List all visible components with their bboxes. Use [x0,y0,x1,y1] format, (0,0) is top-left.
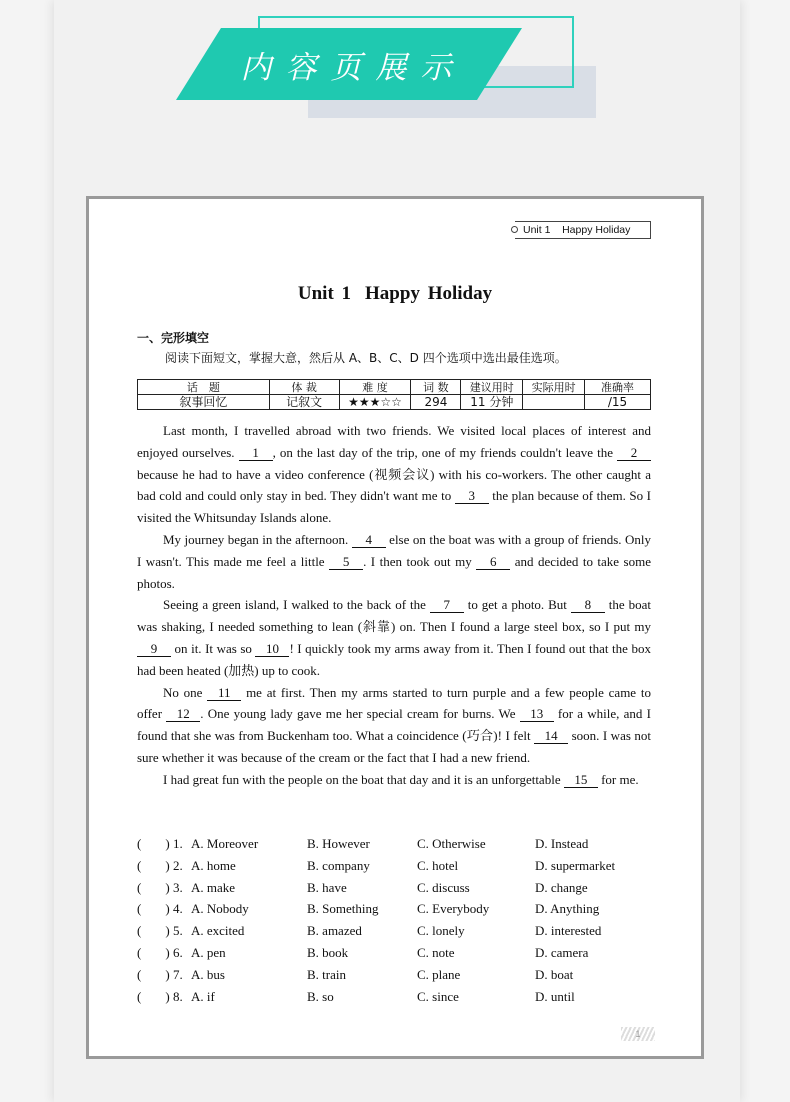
info-table [137,379,651,410]
option-a: A. Nobody [191,901,249,917]
bracket-close: ) [165,966,170,982]
value-cell: 11 分钟 [461,395,523,410]
info-table-header-row [138,380,651,395]
answer-blank: 8 [571,597,605,613]
question-number: 8. [173,988,183,1004]
question-option-row [137,942,651,964]
option-c: C. Everybody [417,901,490,917]
option-a: A. pen [191,944,226,960]
bullet-dot-icon [511,226,518,233]
header-cell: 话 题 [138,380,270,395]
answer-bracket[interactable] [137,920,173,942]
title-name: Happy Holiday [365,283,493,304]
answer-blank: 14 [534,728,568,744]
answer-blank: 10 [255,641,289,657]
option-b: B. amazed [307,923,362,939]
passage [137,420,651,791]
passage-text: Seeing a green island, I walked to the back of the [163,597,430,613]
question-number: 2. [173,857,183,873]
option-c: C. discuss [417,879,470,895]
question-number: 3. [173,879,183,895]
answer-blank: 5 [329,554,363,570]
bracket-close: ) [165,944,170,960]
answer-bracket[interactable] [137,942,173,964]
question-option-row [137,855,651,877]
passage-text: else on the boat was with a group of friends. Only I wasn't. This made me feel a little [137,531,651,569]
answer-blank: 12 [166,706,200,722]
option-d: D. Instead [535,836,589,851]
value-cell [523,395,585,410]
question-option-row [137,898,651,920]
bracket-open: ( [137,901,142,917]
option-d: D. change [535,879,588,895]
value-cell: 叙事回忆 [138,395,270,410]
header-cell: 难 度 [339,380,411,395]
answer-bracket[interactable] [137,877,173,899]
passage-text: No one [163,684,208,700]
question-number: 5. [173,923,183,939]
bracket-open: ( [137,879,142,895]
option-c: C. since [417,988,459,1004]
section-heading: 一、完形填空 [137,331,210,345]
option-a: A. bus [191,966,225,982]
question-option-row [137,833,651,855]
option-b: B. However [307,836,370,851]
value-cell: 记叙文 [269,395,339,410]
passage-text: Last month, I travelled abroad with two friends. We visited local places of interest and enjoyed ourselves. [137,423,651,460]
option-d: D. supermarket [535,857,616,873]
passage-text: , on the last day of the trip, one of my friends couldn't leave the [272,444,617,460]
answer-blank: 2 [617,445,651,461]
answer-bracket[interactable] [137,986,173,1008]
bracket-open: ( [137,944,142,960]
bracket-close: ) [165,988,170,1004]
option-a: A. home [191,857,236,873]
option-a: A. Moreover [191,836,259,851]
header-cell: 实际用时 [523,380,585,395]
passage-text: and decided to take some photos. [137,553,651,591]
value-cell: ★★★☆☆ [339,395,411,410]
bracket-close: ) [165,879,170,895]
answer-blank: 11 [207,685,241,701]
header-tag-text: Unit 1 Happy Holiday [523,224,631,236]
passage-paragraph [137,769,651,791]
bracket-open: ( [137,857,142,873]
answer-blank: 15 [564,772,598,788]
passage-text: . I then took out my [363,553,477,569]
passage-paragraph [137,420,651,529]
answer-blank: 7 [430,597,464,613]
page-number: 1 [621,1027,655,1041]
option-a: A. make [191,879,236,895]
question-number: 1. [173,836,183,851]
passage-text: to get a photo. But [463,597,571,613]
option-a: A. if [191,988,215,1004]
passage-paragraph [137,594,651,681]
answer-bracket[interactable] [137,833,173,855]
option-b: B. Something [307,901,379,917]
value-cell: /15 [585,395,651,410]
unit-header-tag [515,221,651,239]
option-b: B. company [307,857,370,873]
passage-text: soon. I was not sure whether it was because of the cream or the fact that I had a new friend. [137,728,652,765]
bracket-close: ) [165,836,170,851]
passage-text: the boat was shaking, I needed something to lean (斜靠) on. Then I found a large steel box, so I put my [137,597,652,635]
option-c: C. note [417,944,455,960]
question-option-row [137,964,651,986]
answer-blank: 9 [137,641,171,657]
option-b: B. so [307,988,334,1004]
bracket-open: ( [137,988,142,1004]
passage-text: because he had to have a video conference (视频会议) with his co-workers. The other caught a bad cold and could only stay in bed. They didn't want me to [137,466,651,504]
bracket-open: ( [137,836,142,851]
answer-blank: 4 [352,532,386,548]
bracket-close: ) [165,923,170,939]
question-number: 7. [173,966,183,982]
answer-bracket[interactable] [137,898,173,920]
document-page [86,196,704,1059]
banner-title: 内容页展示 [240,49,466,86]
passage-text: for a while, and I found that she was from Buckenham too. What a coincidence (巧合)! I felt [137,706,651,744]
bracket-close: ) [165,901,170,917]
answer-bracket[interactable] [137,855,173,877]
option-d: D. until [535,988,575,1004]
option-c: C. Otherwise [417,836,486,851]
passage-text: on it. It was so [171,640,256,656]
header-cell: 体 裁 [269,380,339,395]
page-title [89,283,701,305]
answer-blank: 13 [520,706,554,722]
option-a: A. excited [191,923,245,939]
option-d: D. Anything [535,901,600,917]
title-unit: Unit 1 [297,283,352,304]
passage-text: . One young lady gave me her special cream for burns. We [200,706,520,722]
question-number: 6. [173,944,183,960]
question-number: 4. [173,901,183,917]
answer-blank: 3 [455,488,489,504]
option-b: B. have [307,879,347,895]
option-c: C. plane [417,966,461,982]
answer-bracket[interactable] [137,964,173,986]
bracket-open: ( [137,966,142,982]
option-c: C. hotel [417,857,459,873]
question-option-row [137,986,651,1008]
passage-text: My journey began in the afternoon. [163,531,352,547]
option-d: D. interested [535,923,602,939]
bracket-open: ( [137,923,142,939]
option-d: D. camera [535,944,589,960]
info-table-value-row [138,395,651,410]
question-option-row [137,877,651,899]
answer-blank: 6 [476,554,510,570]
passage-paragraph [137,682,651,769]
option-b: B. train [307,966,346,982]
options-list [137,833,651,1007]
value-cell: 294 [411,395,461,410]
header-cell: 建议用时 [461,380,523,395]
instruction-text: 阅读下面短文，掌握大意，然后从 A、B、C、D 四个选项中选出最佳选项。 [165,351,567,365]
option-d: D. boat [535,966,574,982]
header-cell: 词 数 [411,380,461,395]
passage-paragraph [137,529,651,594]
header-cell: 准确率 [585,380,651,395]
passage-text: me at first. Then my arms started to turn purple and a few people came to offer [137,684,651,722]
bracket-close: ) [165,857,170,873]
question-option-row [137,920,651,942]
passage-text: I had great fun with the people on the boat that day and it is an unforgettable [163,771,564,787]
passage-text: for me. [597,771,639,787]
answer-blank: 1 [239,445,273,461]
option-c: C. lonely [417,923,465,939]
passage-text: the plan because of them. So I visited the Whitsunday Islands alone. [137,488,651,526]
option-b: B. book [307,944,349,960]
passage-text: ! I quickly took my arms away from it. Then I found out that the box had been heated (加热) up to cook. [137,640,651,678]
